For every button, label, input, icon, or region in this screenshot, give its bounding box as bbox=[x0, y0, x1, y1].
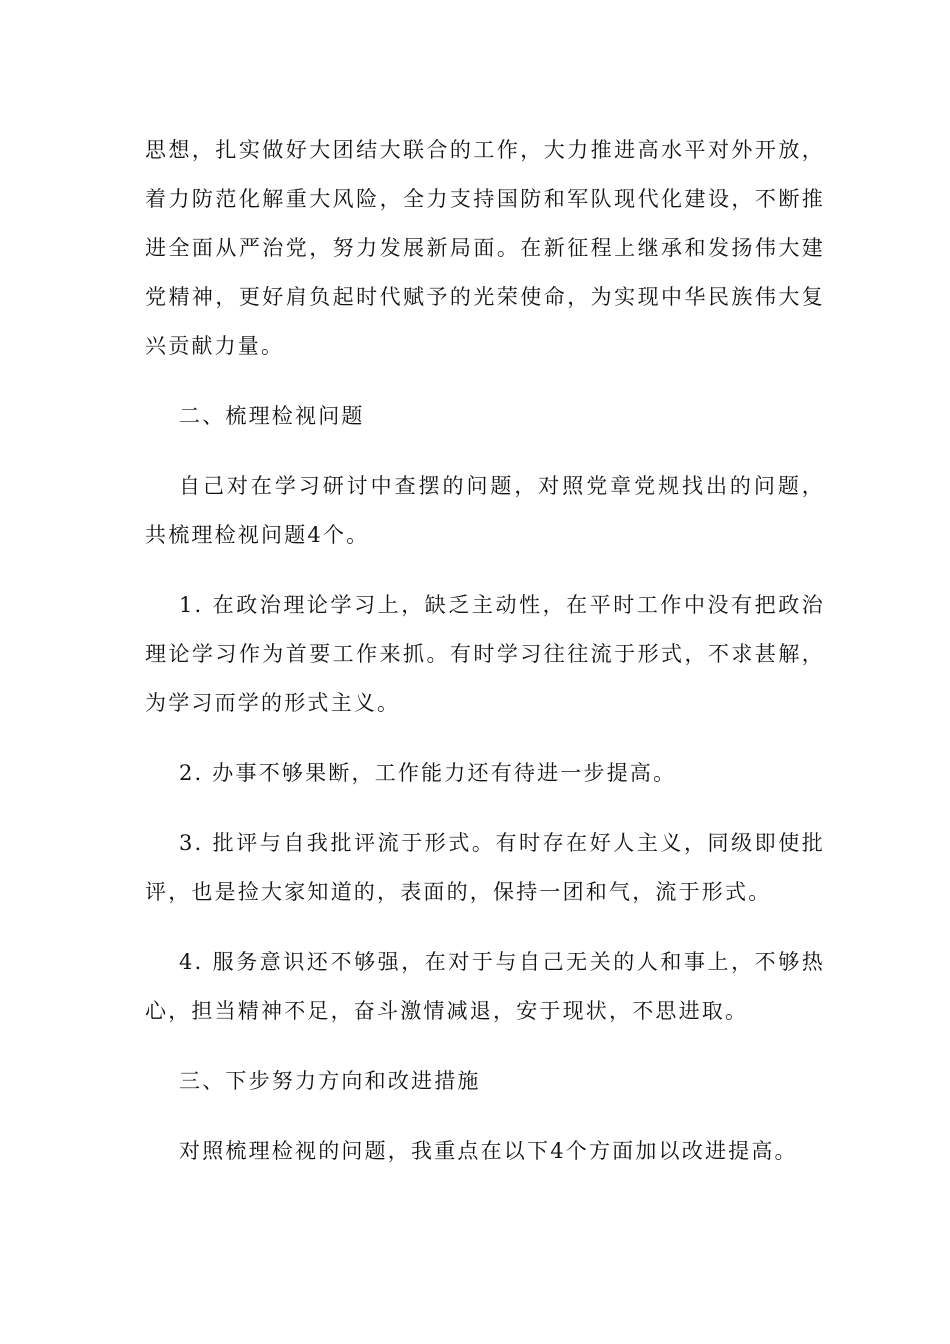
list-item-4: 4. 服务意识还不够强，在对于与自己无关的人和事上，不够热心，担当精神不足，奋斗激情减退，安于现状，不思进取。 bbox=[145, 950, 825, 1023]
document-body bbox=[145, 126, 825, 1197]
paragraph-intro: 自己对在学习研讨中查摆的问题，对照党章党规找出的问题，共梳理检视问题4个。 bbox=[145, 474, 825, 547]
list-item-1: 1. 在政治理论学习上，缺乏主动性，在平时工作中没有把政治理论学习作为首要工作来抓。有时学习往往流于形式，不求甚解，为学习而学的形式主义。 bbox=[145, 593, 825, 715]
list-item-2: 2. 办事不够果断，工作能力还有待进一步提高。 bbox=[179, 761, 677, 785]
section-heading-two: 二、梳理检视问题 bbox=[179, 404, 365, 428]
paragraph-closing: 对照梳理检视的问题，我重点在以下4个方面加以改进提高。 bbox=[179, 1139, 798, 1163]
paragraph-continuation: 思想，扎实做好大团结大联合的工作，大力推进高水平对外开放，着力防范化解重大风险，全力支持国防和军队现代化建设，不断推进全面从严治党，努力发展新局面。在新征程上继承和发扬伟大建党精神，更好肩负起时代赋予的光荣使命，为实现中华民族伟大复兴贡献力量。 bbox=[145, 138, 825, 358]
list-item-3: 3. 批评与自我批评流于形式。有时存在好人主义，同级即使批评，也是捡大家知道的，表面的，保持一团和气，流于形式。 bbox=[145, 831, 825, 904]
section-heading-three: 三、下步努力方向和改进措施 bbox=[179, 1069, 481, 1093]
